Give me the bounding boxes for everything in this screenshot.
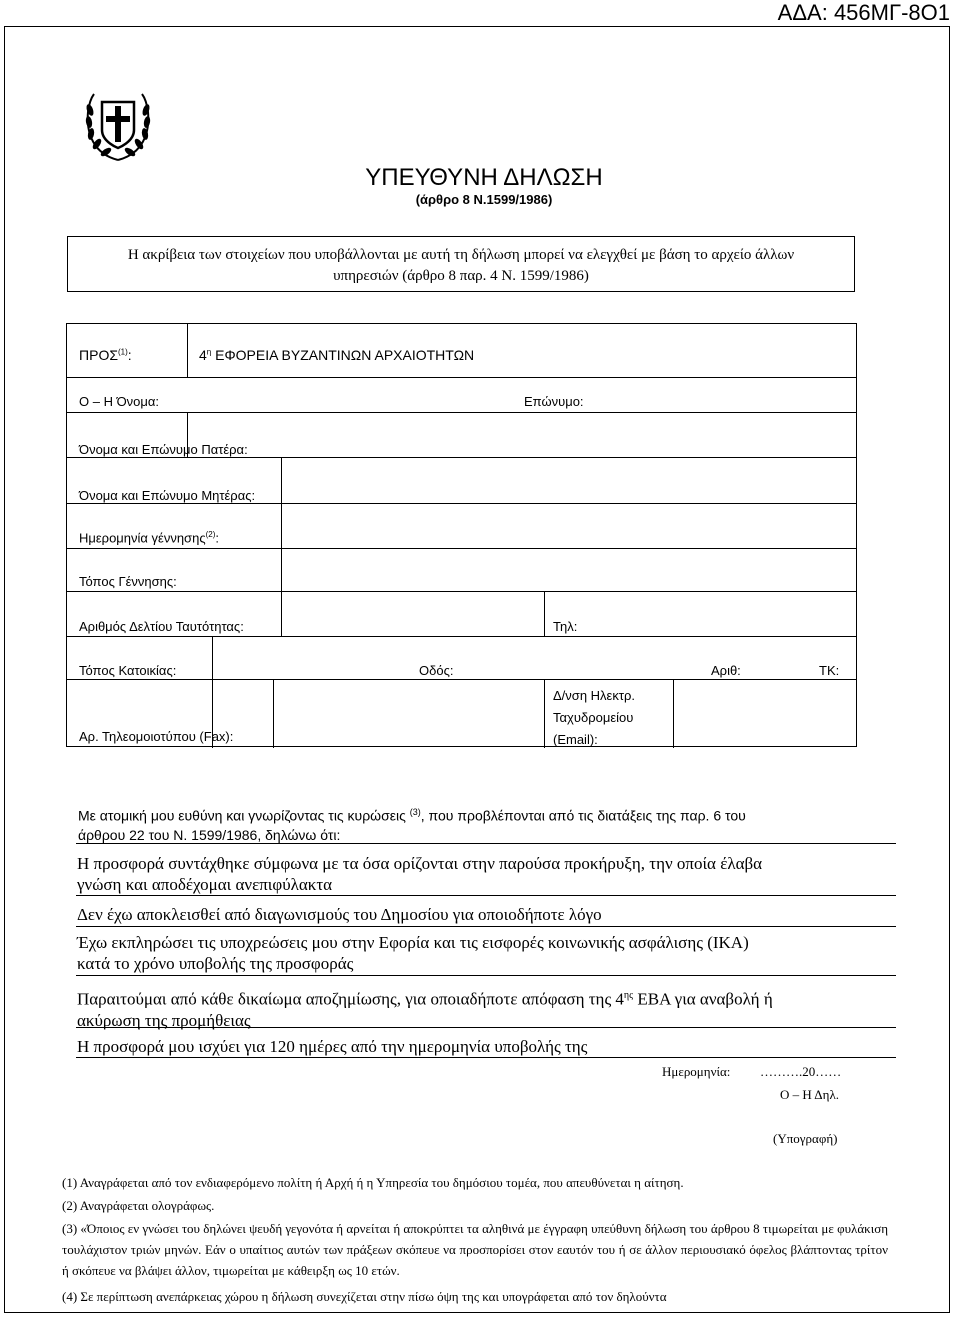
greek-emblem-icon xyxy=(80,82,156,166)
statement-2: Δεν έχω αποκλεισθεί από διαγωνισμούς του Δημοσίου για οποιοδήποτε λόγο xyxy=(77,905,602,924)
document-title: ΥΠΕΥΘΥΝΗ ΔΗΛΩΣΗ xyxy=(365,164,603,191)
ada-code: ΑΔΑ: 456ΜΓ-8Ο1 xyxy=(777,0,950,25)
statement-4: Παραιτούμαι από κάθε δικαίωμα αποζημίωσης, για οποιαδήποτε απόφαση της $4^{\eta\varsigma}$ ΕΒΑ για αναβολή ή ακύρωση της προμήθειας xyxy=(77,989,773,1030)
number-label: Αριθ: xyxy=(711,663,741,678)
email-label: Δ/νση Ηλεκτρ. Ταχυδρομείου (Email): xyxy=(553,688,635,747)
father-name-label: Όνομα και Επώνυμο Πατέρα: xyxy=(79,442,248,457)
footnote-2: (2) Αναγράφεται ολογράφως. xyxy=(62,1198,215,1213)
rule xyxy=(76,895,896,896)
birthplace-label: Τόπος Γέννησης: xyxy=(79,574,177,589)
rule xyxy=(76,926,896,927)
fax-label: Αρ. Τηλεομοιοτύπου (Fax): xyxy=(79,729,234,744)
postcode-label: ΤΚ: xyxy=(819,663,840,678)
phone-label: Τηλ: xyxy=(553,619,578,634)
id-number-label: Αριθμός Δελτίου Ταυτότητας: xyxy=(79,619,244,634)
notice-line-2: υπηρεσιών (άρθρο 8 παρ. 4 Ν. 1599/1986) xyxy=(333,268,589,284)
surname-label: Επώνυμο: xyxy=(524,394,584,409)
date-value: ……….20…… xyxy=(760,1064,842,1079)
rule xyxy=(76,975,896,976)
residence-label: Τόπος Κατοικίας: xyxy=(79,663,177,678)
rule xyxy=(76,843,896,844)
document-subtitle: (άρθρο 8 Ν.1599/1986) xyxy=(415,192,553,207)
date-label: Ημερομηνία: xyxy=(662,1064,731,1079)
street-label: Οδός: xyxy=(419,663,454,678)
notice-line-1: Η ακρίβεια των στοιχείων που υποβάλλονται με αυτή τη δήλωση μπορεί να ελεγχθεί με βάση το αρχείο άλλων xyxy=(127,247,795,263)
mother-name-label: Όνομα και Επώνυμο Μητέρας: xyxy=(79,488,256,503)
name-label: Ο – Η Όνομα: xyxy=(79,394,159,409)
footnote-3: (3) «Όποιος εν γνώσει του δηλώνει ψευδή γεγονότα ή αρνείται ή αποκρύπτει τα αληθινά με έγγραφη υπεύθυνη δήλωση του άρθρου 8 τιμωρείται με φυλάκιση τουλάχιστον τριών μηνών. Εάν ο υπαίτιος αυτών των πράξεων σκόπευε να προσπορίσει στον εαυτόν του ή σε άλλον περιουσιακό όφελος βλάπτοντας τρίτον ή σκόπευε να βλάψει άλλον, τιμωρείται με κάθειρξη ως 10 ετών. xyxy=(62,1221,888,1278)
rule xyxy=(76,1057,896,1058)
declaration-intro: Με ατομική μου ευθύνη και γνωρίζοντας τις κυρώσεις $^{(3)}$, που προβλέπονται από τις διατάξεις της παρ. 6 του άρθρου 22 του Ν. 1599/1986, δηλώνω ότι: xyxy=(78,807,746,843)
statement-5: Η προσφορά μου ισχύει για 120 ημέρες από την ημερομηνία υποβολής της xyxy=(77,1037,588,1056)
title-block xyxy=(360,164,608,208)
pros-label: ΠΡΟΣ$^{(1)}$: xyxy=(79,347,132,363)
birthdate-label: Ημερομηνία γέννησης$^{(2)}$: xyxy=(79,530,219,546)
signature-label: (Υπογραφή) xyxy=(773,1131,838,1146)
personal-details-form xyxy=(66,323,857,747)
rule xyxy=(76,1027,896,1028)
footnote-1: (1) Αναγράφεται από τον ενδιαφερόμενο πολίτη ή Αρχή ή η Υπηρεσία του δημόσιου τομέα, που απευθύνεται η αίτηση. xyxy=(62,1175,684,1190)
recipient-value: $4^\eta$ ΕΦΟΡΕΙΑ ΒΥΖΑΝΤΙΝΩΝ ΑΡΧΑΙΟΤΗΤΩΝ xyxy=(199,347,475,363)
footnote-4: (4) Σε περίπτωση ανεπάρκειας χώρου η δήλωση συνεχίζεται στην πίσω όψη της και υπογράφεται από τον δηλούντα xyxy=(62,1289,667,1304)
statement-3: Έχω εκπληρώσει τις υποχρεώσεις μου στην Εφορία και τις εισφορές κοινωνικής ασφάλισης (ΙΚΑ) κατά το χρόνο υποβολής της προσφοράς xyxy=(77,933,749,973)
declarant-label: Ο – Η Δηλ. xyxy=(780,1087,840,1102)
accuracy-notice xyxy=(67,236,855,292)
statement-1: Η προσφορά συντάχθηκε σύμφωνα με τα όσα ορίζονται στην παρούσα προκήρυξη, την οποία έλαβα γνώση και αποδέχομαι ανεπιφύλακτα xyxy=(77,854,763,894)
